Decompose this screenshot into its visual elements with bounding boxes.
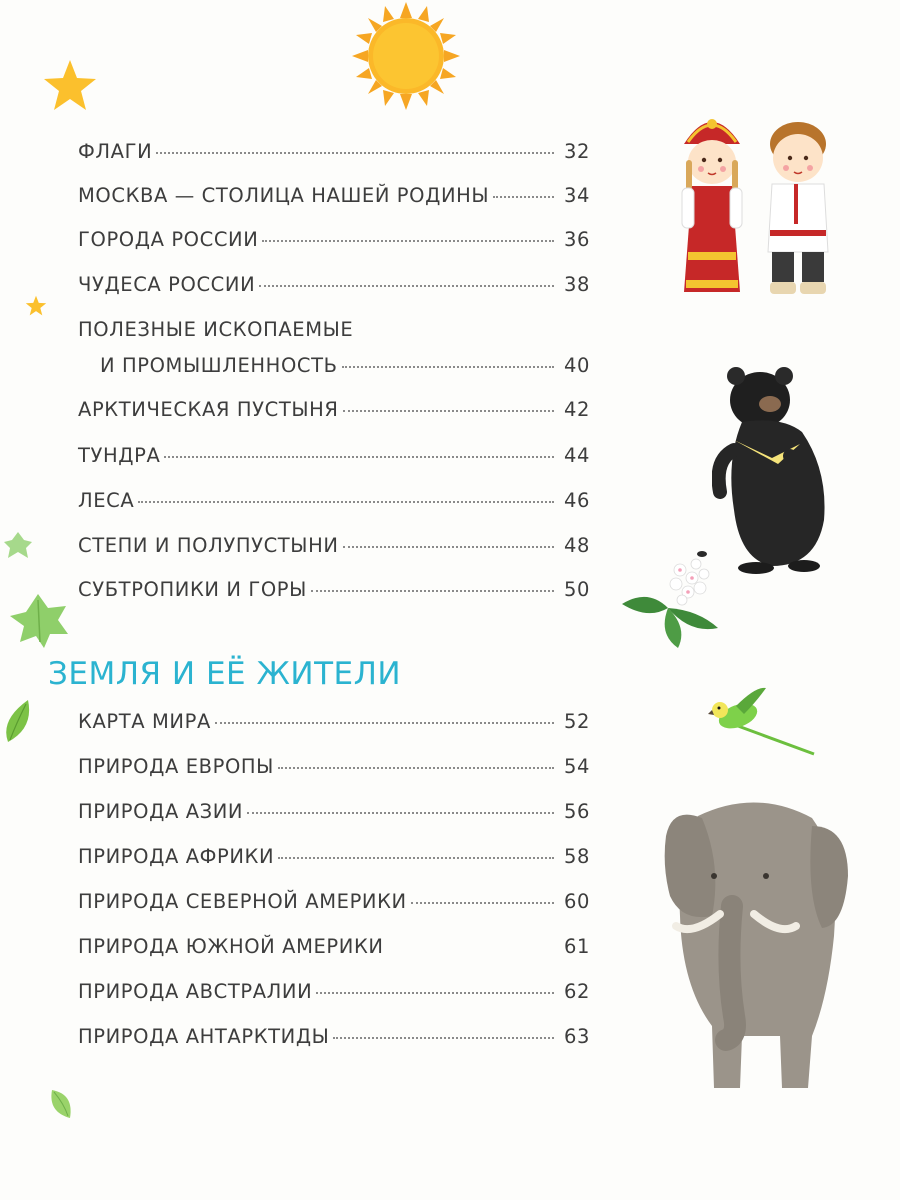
dot-leader [493, 196, 554, 198]
leaf-icon [2, 530, 34, 562]
toc-entry-page: 48 [563, 534, 590, 557]
toc-entry-title: ПРИРОДА АНТАРКТИДЫ [78, 1025, 330, 1048]
toc-entry-title: СТЕПИ И ПОЛУПУСТЫНИ [78, 534, 339, 557]
dot-leader [343, 546, 554, 548]
toc-entry-page: 52 [563, 710, 590, 733]
toc-entry[interactable] [78, 184, 590, 214]
toc-entry[interactable] [78, 398, 590, 428]
toc-entry[interactable] [78, 845, 590, 875]
toc-entry[interactable] [78, 354, 590, 384]
toc-entry-title: ЛЕСА [78, 489, 135, 512]
toc-entry-title: ЧУДЕСА РОССИИ [78, 273, 256, 296]
toc-entry-title: ПРИРОДА АЗИИ [78, 800, 244, 823]
toc-entry[interactable] [78, 980, 590, 1010]
toc-entry-page: 63 [563, 1025, 590, 1048]
toc-entry-title-line2: И ПРОМЫШЛЕННОСТЬ [100, 354, 338, 377]
toc-entry[interactable] [78, 489, 590, 519]
toc-entry-page: 34 [563, 184, 590, 207]
flower-illustration [618, 548, 730, 650]
toc-entry[interactable] [78, 228, 590, 258]
toc-entry[interactable] [78, 140, 590, 170]
toc-entry[interactable] [78, 534, 590, 564]
star-icon [25, 295, 47, 317]
toc-entry-title: СУБТРОПИКИ И ГОРЫ [78, 578, 307, 601]
dot-leader [311, 590, 554, 592]
dot-leader [262, 240, 554, 242]
bear-illustration [712, 360, 832, 580]
leaf-icon [2, 698, 32, 744]
toc-entry-title: ПРИРОДА СЕВЕРНОЙ АМЕРИКИ [78, 890, 407, 913]
toc-entry[interactable] [78, 444, 590, 474]
toc-entry[interactable] [78, 273, 590, 303]
dot-leader [316, 992, 554, 994]
toc-entry[interactable] [78, 890, 590, 920]
dot-leader [215, 722, 554, 724]
toc-entry-page: 40 [563, 354, 590, 377]
toc-entry-title: КАРТА МИРА [78, 710, 211, 733]
parrot-illustration [708, 686, 818, 758]
leaf-icon [8, 592, 70, 650]
toc-entry-title: МОСКВА — СТОЛИЦА НАШЕЙ РОДИНЫ [78, 184, 490, 207]
toc-entry-page: 56 [563, 800, 590, 823]
dot-leader [342, 366, 554, 368]
dot-leader [343, 410, 554, 412]
toc-entry[interactable] [78, 710, 590, 740]
toc-entry-title: ПРИРОДА АФРИКИ [78, 845, 275, 868]
toc-entry-page: 38 [563, 273, 590, 296]
toc-entry[interactable] [78, 800, 590, 830]
dot-leader [138, 501, 554, 503]
toc-entry-page: 36 [563, 228, 590, 251]
toc-entry-title: ТУНДРА [78, 444, 161, 467]
star-icon [42, 58, 98, 114]
dot-leader [259, 285, 554, 287]
dot-leader [278, 857, 554, 859]
dot-leader [411, 902, 554, 904]
toc-entry-page: 61 [563, 935, 590, 958]
toc-entry-page: 32 [563, 140, 590, 163]
toc-entry[interactable] [78, 935, 590, 965]
toc-entry-title: ФЛАГИ [78, 140, 153, 163]
toc-entry-page: 54 [563, 755, 590, 778]
dot-leader [388, 947, 554, 949]
toc-entry-page: 44 [563, 444, 590, 467]
toc-entry-title-line1: ПОЛЕЗНЫЕ ИСКОПАЕМЫЕ [78, 318, 354, 341]
toc-entry-page: 62 [563, 980, 590, 1003]
toc-entry-title: АРКТИЧЕСКАЯ ПУСТЫНЯ [78, 398, 339, 421]
toc-entry-page: 50 [563, 578, 590, 601]
toc-entry-page: 58 [563, 845, 590, 868]
sun-icon [352, 2, 460, 110]
toc-entry[interactable] [78, 578, 590, 608]
dot-leader [164, 456, 554, 458]
toc-entry-page: 60 [563, 890, 590, 913]
dot-leader [247, 812, 554, 814]
elephant-illustration [662, 796, 850, 1096]
toc-entry-page: 46 [563, 489, 590, 512]
toc-entry[interactable] [78, 755, 590, 785]
dot-leader [156, 152, 554, 154]
russian-children-illustration [674, 102, 854, 302]
leaf-icon [48, 1088, 74, 1120]
dot-leader [333, 1037, 554, 1039]
section-title: ЗЕМЛЯ И ЕЁ ЖИТЕЛИ [48, 656, 402, 692]
toc-entry-title: ПРИРОДА АВСТРАЛИИ [78, 980, 313, 1003]
toc-entry[interactable] [78, 1025, 590, 1055]
toc-entry-page: 42 [563, 398, 590, 421]
toc-entry-title: ПРИРОДА ЮЖНОЙ АМЕРИКИ [78, 935, 384, 958]
toc-entry-title: ПРИРОДА ЕВРОПЫ [78, 755, 274, 778]
dot-leader [278, 767, 554, 769]
toc-entry-title: ГОРОДА РОССИИ [78, 228, 259, 251]
